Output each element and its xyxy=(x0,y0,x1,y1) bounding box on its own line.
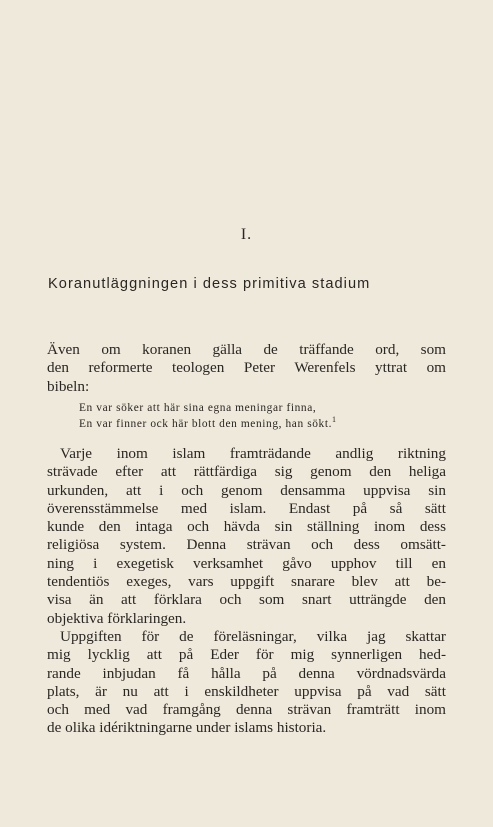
text-line: Varje inom islam framträdande andlig riktning xyxy=(60,445,446,462)
text-line: tendentiös exeges, vars uppgift snarare blev att be- xyxy=(47,573,446,591)
verse-line: En var söker att här sina egna meningar finna, xyxy=(79,402,317,414)
text-line: rande inbjudan få hålla på denna vördnadsvärda xyxy=(47,664,446,682)
intro-paragraph xyxy=(47,341,446,396)
text-line: visa än att förklara och som snart utträngde den xyxy=(47,591,446,609)
text-line: ning i exegetisk verksamhet gåvo upphov till en xyxy=(47,554,446,572)
verse-line-text: En var finner ock här blott den mening, han sökt. xyxy=(79,417,333,430)
footnote-marker: 1 xyxy=(332,414,337,424)
epigraph-verse xyxy=(79,401,441,432)
chapter-title: Koranutläggningen i dess primitiva stadium xyxy=(48,276,371,292)
chapter-number: I. xyxy=(240,226,253,243)
text-line: Uppgiften för de föreläsningar, vilka jag skattar xyxy=(60,627,446,645)
text-line: mig lycklig att på Eder för mig synnerligen hed- xyxy=(47,646,446,664)
text-line: objektiva förklaringen. xyxy=(47,609,187,627)
text-line: strävade efter att rättfärdiga sig genom den heliga xyxy=(47,463,446,481)
main-text xyxy=(47,445,446,738)
text-line: överensstämmelse med islam. Endast på så sätt xyxy=(47,499,446,517)
text-line: kunde den intaga och hävda sin ställning inom dess xyxy=(47,518,446,536)
text-line: bibeln: xyxy=(47,377,90,395)
text-line: urkunden, att i och genom densamma uppvisa sin xyxy=(47,481,446,499)
text-line: plats, är nu att i enskildheter uppvisa på vad sätt xyxy=(47,682,446,700)
text-line: de olika idériktningarne under islams historia. xyxy=(47,719,327,737)
text-line: Även om koranen gälla de träffande ord, som xyxy=(47,341,446,358)
text-line: och med vad framgång denna strävan framträtt inom xyxy=(47,701,446,719)
text-line: religiösa system. Denna strävan och dess omsätt- xyxy=(47,536,446,554)
text-line: den reformerte teologen Peter Werenfels yttrat om xyxy=(47,359,446,377)
verse-line xyxy=(79,414,441,433)
